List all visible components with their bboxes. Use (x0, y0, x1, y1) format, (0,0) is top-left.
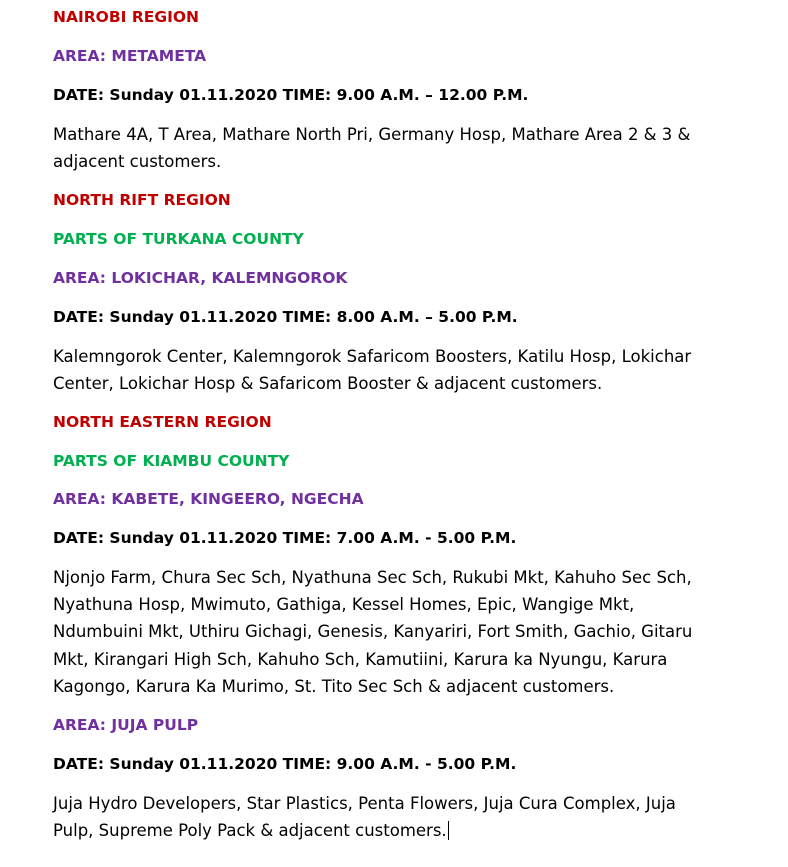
paragraph-line: Mkt, Kirangari High Sch, Kahuho Sch, Kamutiini, Karura ka Nyungu, Karura (53, 650, 668, 669)
paragraph-line: Ndumbuini Mkt, Uthiru Gichagi, Genesis, Kanyariri, Fort Smith, Gachio, Gitaru (53, 622, 693, 641)
date-line-kabete: DATE: Sunday 01.11.2020 TIME: 7.00 A.M. - 5.00 P.M. (53, 529, 517, 547)
date-line-lokichar: DATE: Sunday 01.11.2020 TIME: 8.00 A.M. – 5.00 P.M. (53, 308, 518, 326)
paragraph-line: Juja Hydro Developers, Star Plastics, Penta Flowers, Juja Cura Complex, Juja (53, 794, 676, 813)
paragraph-line: Nyathuna Hosp, Mwimuto, Gathiga, Kessel Homes, Epic, Wangige Mkt, (53, 595, 635, 614)
paragraph-line: Kagongo, Karura Ka Murimo, St. Tito Sec Sch & adjacent customers. (53, 677, 615, 696)
county-heading-kiambu: PARTS OF KIAMBU COUNTY (53, 452, 290, 470)
paragraph-line: Kalemngorok Center, Kalemngorok Safaricom Boosters, Katilu Hosp, Lokichar (53, 347, 692, 366)
date-line-metameta: DATE: Sunday 01.11.2020 TIME: 9.00 A.M. – 12.00 P.M. (53, 86, 529, 104)
area-heading-kabete: AREA: KABETE, KINGEERO, NGECHA (53, 490, 364, 508)
paragraph-line: Mathare 4A, T Area, Mathare North Pri, Germany Hosp, Mathare Area 2 & 3 & (53, 125, 691, 144)
area-heading-juja-pulp: AREA: JUJA PULP (53, 716, 199, 734)
area-heading-lokichar: AREA: LOKICHAR, KALEMNGOROK (53, 269, 348, 287)
date-line-juja-pulp: DATE: Sunday 01.11.2020 TIME: 9.00 A.M. - 5.00 P.M. (53, 755, 517, 773)
area-heading-metameta: AREA: METAMETA (53, 47, 207, 65)
region-heading-nairobi: NAIROBI REGION (53, 8, 199, 26)
region-heading-north-eastern: NORTH EASTERN REGION (53, 413, 272, 431)
county-heading-turkana: PARTS OF TURKANA COUNTY (53, 230, 304, 248)
paragraph-line: Center, Lokichar Hosp & Safaricom Booster & adjacent customers. (53, 374, 603, 393)
paragraph-line-last[interactable] (53, 817, 733, 844)
text-cursor (448, 821, 449, 840)
paragraph-line: adjacent customers. (53, 152, 222, 171)
paragraph-line: Njonjo Farm, Chura Sec Sch, Nyathuna Sec Sch, Rukubi Mkt, Kahuho Sec Sch, (53, 568, 692, 587)
region-heading-north-rift: NORTH RIFT REGION (53, 191, 231, 209)
paragraph-text: Pulp, Supreme Poly Pack & adjacent customers. (53, 821, 447, 840)
